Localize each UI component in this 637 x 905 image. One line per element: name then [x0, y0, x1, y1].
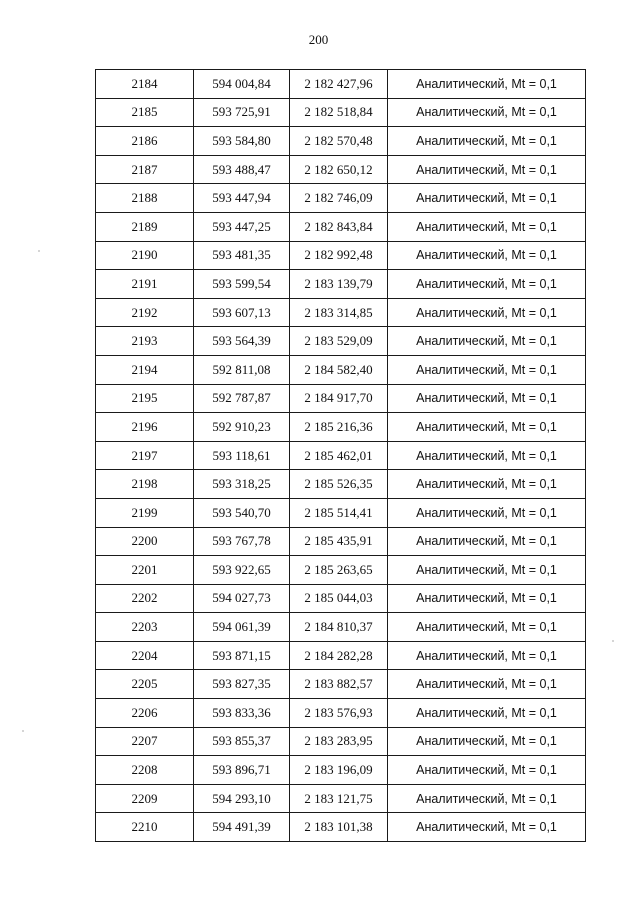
y-coordinate-cell: 2 183 882,57 [290, 670, 388, 699]
table-row [96, 699, 586, 728]
table-row [96, 184, 586, 213]
method-cell: Аналитический, Mt = 0,1 [388, 670, 586, 699]
scan-speck [22, 730, 24, 732]
point-number-cell: 2202 [96, 584, 194, 613]
y-coordinate-cell: 2 182 746,09 [290, 184, 388, 213]
x-coordinate-cell: 593 540,70 [194, 498, 290, 527]
point-number-cell: 2206 [96, 699, 194, 728]
x-coordinate-cell: 593 447,94 [194, 184, 290, 213]
point-number-cell: 2187 [96, 155, 194, 184]
method-cell: Аналитический, Mt = 0,1 [388, 127, 586, 156]
x-coordinate-cell: 593 833,36 [194, 699, 290, 728]
method-cell: Аналитический, Mt = 0,1 [388, 241, 586, 270]
point-number-cell: 2193 [96, 327, 194, 356]
point-number-cell: 2198 [96, 470, 194, 499]
x-coordinate-cell: 593 922,65 [194, 556, 290, 585]
method-cell: Аналитический, Mt = 0,1 [388, 355, 586, 384]
method-cell: Аналитический, Mt = 0,1 [388, 470, 586, 499]
y-coordinate-cell: 2 182 843,84 [290, 212, 388, 241]
table-row [96, 556, 586, 585]
scan-speck [38, 250, 40, 252]
point-number-cell: 2186 [96, 127, 194, 156]
point-number-cell: 2184 [96, 70, 194, 99]
method-cell: Аналитический, Mt = 0,1 [388, 556, 586, 585]
point-number-cell: 2196 [96, 413, 194, 442]
table-row [96, 270, 586, 299]
y-coordinate-cell: 2 183 139,79 [290, 270, 388, 299]
y-coordinate-cell: 2 184 282,28 [290, 641, 388, 670]
point-number-cell: 2201 [96, 556, 194, 585]
x-coordinate-cell: 593 871,15 [194, 641, 290, 670]
coordinates-table [95, 69, 586, 842]
point-number-cell: 2203 [96, 613, 194, 642]
table-row [96, 470, 586, 499]
y-coordinate-cell: 2 184 810,37 [290, 613, 388, 642]
x-coordinate-cell: 593 584,80 [194, 127, 290, 156]
method-cell: Аналитический, Mt = 0,1 [388, 613, 586, 642]
y-coordinate-cell: 2 182 427,96 [290, 70, 388, 99]
table-row [96, 241, 586, 270]
point-number-cell: 2207 [96, 727, 194, 756]
x-coordinate-cell: 594 491,39 [194, 813, 290, 842]
y-coordinate-cell: 2 185 526,35 [290, 470, 388, 499]
y-coordinate-cell: 2 185 263,65 [290, 556, 388, 585]
method-cell: Аналитический, Mt = 0,1 [388, 784, 586, 813]
point-number-cell: 2185 [96, 98, 194, 127]
table-row [96, 527, 586, 556]
y-coordinate-cell: 2 182 650,12 [290, 155, 388, 184]
x-coordinate-cell: 593 564,39 [194, 327, 290, 356]
y-coordinate-cell: 2 182 518,84 [290, 98, 388, 127]
y-coordinate-cell: 2 185 514,41 [290, 498, 388, 527]
method-cell: Аналитический, Mt = 0,1 [388, 327, 586, 356]
y-coordinate-cell: 2 184 582,40 [290, 355, 388, 384]
table-row [96, 441, 586, 470]
x-coordinate-cell: 593 488,47 [194, 155, 290, 184]
y-coordinate-cell: 2 183 196,09 [290, 756, 388, 785]
y-coordinate-cell: 2 183 314,85 [290, 298, 388, 327]
table-row [96, 127, 586, 156]
point-number-cell: 2192 [96, 298, 194, 327]
method-cell: Аналитический, Mt = 0,1 [388, 584, 586, 613]
point-number-cell: 2200 [96, 527, 194, 556]
x-coordinate-cell: 593 607,13 [194, 298, 290, 327]
table-row [96, 355, 586, 384]
method-cell: Аналитический, Mt = 0,1 [388, 155, 586, 184]
method-cell: Аналитический, Mt = 0,1 [388, 70, 586, 99]
table-row [96, 727, 586, 756]
method-cell: Аналитический, Mt = 0,1 [388, 813, 586, 842]
x-coordinate-cell: 593 855,37 [194, 727, 290, 756]
x-coordinate-cell: 594 004,84 [194, 70, 290, 99]
table-row [96, 384, 586, 413]
coordinates-table-body [96, 70, 586, 842]
table-row [96, 584, 586, 613]
table-row [96, 641, 586, 670]
point-number-cell: 2191 [96, 270, 194, 299]
x-coordinate-cell: 592 910,23 [194, 413, 290, 442]
point-number-cell: 2205 [96, 670, 194, 699]
y-coordinate-cell: 2 185 462,01 [290, 441, 388, 470]
table-row [96, 498, 586, 527]
table-row [96, 70, 586, 99]
y-coordinate-cell: 2 184 917,70 [290, 384, 388, 413]
point-number-cell: 2204 [96, 641, 194, 670]
method-cell: Аналитический, Mt = 0,1 [388, 413, 586, 442]
table-row [96, 298, 586, 327]
x-coordinate-cell: 593 767,78 [194, 527, 290, 556]
method-cell: Аналитический, Mt = 0,1 [388, 212, 586, 241]
point-number-cell: 2188 [96, 184, 194, 213]
method-cell: Аналитический, Mt = 0,1 [388, 756, 586, 785]
table-row [96, 413, 586, 442]
table-row [96, 813, 586, 842]
x-coordinate-cell: 594 061,39 [194, 613, 290, 642]
x-coordinate-cell: 593 318,25 [194, 470, 290, 499]
x-coordinate-cell: 593 481,35 [194, 241, 290, 270]
method-cell: Аналитический, Mt = 0,1 [388, 270, 586, 299]
page-number: 200 [308, 32, 329, 47]
x-coordinate-cell: 594 293,10 [194, 784, 290, 813]
x-coordinate-cell: 593 599,54 [194, 270, 290, 299]
method-cell: Аналитический, Mt = 0,1 [388, 498, 586, 527]
table-row [96, 98, 586, 127]
method-cell: Аналитический, Mt = 0,1 [388, 727, 586, 756]
y-coordinate-cell: 2 183 121,75 [290, 784, 388, 813]
table-row [96, 327, 586, 356]
x-coordinate-cell: 593 725,91 [194, 98, 290, 127]
scan-speck [612, 640, 614, 642]
method-cell: Аналитический, Mt = 0,1 [388, 441, 586, 470]
y-coordinate-cell: 2 183 283,95 [290, 727, 388, 756]
method-cell: Аналитический, Mt = 0,1 [388, 384, 586, 413]
table-row [96, 784, 586, 813]
method-cell: Аналитический, Mt = 0,1 [388, 184, 586, 213]
point-number-cell: 2189 [96, 212, 194, 241]
x-coordinate-cell: 593 896,71 [194, 756, 290, 785]
y-coordinate-cell: 2 183 529,09 [290, 327, 388, 356]
method-cell: Аналитический, Mt = 0,1 [388, 298, 586, 327]
y-coordinate-cell: 2 183 576,93 [290, 699, 388, 728]
point-number-cell: 2195 [96, 384, 194, 413]
table-row [96, 670, 586, 699]
table-row [96, 756, 586, 785]
table-row [96, 613, 586, 642]
point-number-cell: 2209 [96, 784, 194, 813]
method-cell: Аналитический, Mt = 0,1 [388, 527, 586, 556]
y-coordinate-cell: 2 185 435,91 [290, 527, 388, 556]
table-row [96, 155, 586, 184]
method-cell: Аналитический, Mt = 0,1 [388, 699, 586, 728]
table-row [96, 212, 586, 241]
x-coordinate-cell: 592 811,08 [194, 355, 290, 384]
point-number-cell: 2199 [96, 498, 194, 527]
y-coordinate-cell: 2 182 992,48 [290, 241, 388, 270]
point-number-cell: 2197 [96, 441, 194, 470]
method-cell: Аналитический, Mt = 0,1 [388, 98, 586, 127]
x-coordinate-cell: 594 027,73 [194, 584, 290, 613]
y-coordinate-cell: 2 185 044,03 [290, 584, 388, 613]
x-coordinate-cell: 592 787,87 [194, 384, 290, 413]
x-coordinate-cell: 593 118,61 [194, 441, 290, 470]
point-number-cell: 2194 [96, 355, 194, 384]
point-number-cell: 2208 [96, 756, 194, 785]
x-coordinate-cell: 593 827,35 [194, 670, 290, 699]
point-number-cell: 2210 [96, 813, 194, 842]
y-coordinate-cell: 2 183 101,38 [290, 813, 388, 842]
x-coordinate-cell: 593 447,25 [194, 212, 290, 241]
point-number-cell: 2190 [96, 241, 194, 270]
y-coordinate-cell: 2 182 570,48 [290, 127, 388, 156]
method-cell: Аналитический, Mt = 0,1 [388, 641, 586, 670]
y-coordinate-cell: 2 185 216,36 [290, 413, 388, 442]
